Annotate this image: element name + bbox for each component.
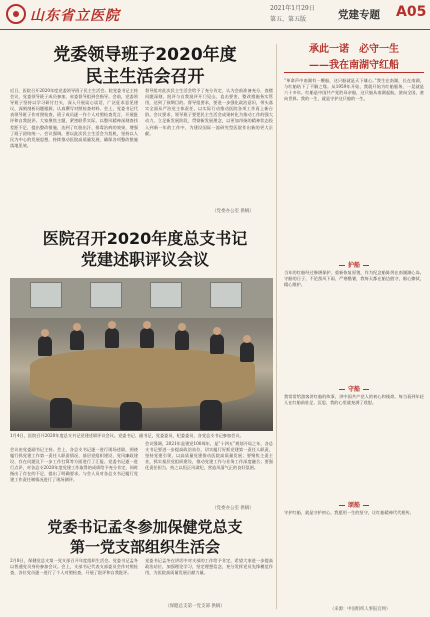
article2-body-right: 会议强调，2021年是建党100周年，是“十四五”规划开局之年，各总支书记要进一步提高政治站位，切实履行好抓党建第一责任人职责，坚持党建引领，以高质量党建推动医院高质量发展；要聚焦主责主业，抓实基层党组织建设，推动党建工作与业务工作深度融合；要强化责任担当，持之以恒正风肃纪，营造风清气正的良好氛围。 [145,441,273,471]
article3-body-left: 2月8日，保健党总支第一党支部召开年度组织生活会。党委书记孟冬以普通党员身份参加会议。会上，支部书记代表支部委员会作对照检查，各位党员逐一进行了个人对照检查，开展了批评和自我批评。 [10,558,138,576]
sidebar-body-2: 当年的红船经过修缮保护，重新恢复原貌，作为纪念船陈列在南湖湖心岛。守船的日子，不论刮风下雨、严寒酷暑，我每天都在船边值守，细心擦拭，精心维护。 [284,270,424,288]
article2-headline-line2: 党建述职评议会议 [80,250,209,269]
meeting-photo [10,278,273,431]
page-number: A05 [396,4,427,20]
masthead [0,0,430,30]
article1-body-right: 督导组对此次民主生活会给予了充分肯定，认为会前准备充分，查摆问题深刻，批评与自我批评开门见山、直击要害，整改措施务实管用，达到了预期目的。督导组要求，要进一步强化政治意识，带头落实全面从严治党主体责任，以实际行动推动医院各项工作再上新台阶。会议要求，领导班子要把民主生活会成果转化为推动工作的强大动力，立足新发展阶段，贯彻新发展理念，以更加昂扬的精神状态投入到新一年的工作中，为建设国际一流研究型医院作出新的更大贡献。 [145,88,273,136]
article1-credit: （党委办公室 供稿） [212,209,254,214]
sidebar-body-3: 我常常给游客讲红船的故事，讲中国共产党人的初心和使命。每当看到年轻人在红船前驻足、沉思，我的心里就充满了欣慰。 [284,394,424,406]
sidebar-title-line1: 承此一诺 必守一生 [309,44,399,55]
hospital-logo-icon [6,4,26,24]
sidebar-subhead-2: 守船 [329,384,379,393]
issue-number: 第五、第五版 [270,16,307,23]
article1-headline-line1: 党委领导班子2020年度 [53,45,237,65]
sidebar-body-4: 守护红船，就是守护初心。我愿用一生的坚守，让红船精神代代相传。 [284,510,414,515]
article1-body-left: 近日，医院召开2020年度党委领导班子民主生活会。院党委书记主持会议，党委领导班子成员参加，省委督导组到会指导。会前，党委领导班子坚持以学习研讨打头，深入开展谈心谈话，广泛征求意见建议，深刻剖析问题根源，认真撰写对照检查材料。会上，党委书记代表领导班子作对照检查，班子成员逐一作个人对照检查发言，开展批评和自我批评。大家聚焦主题，紧密联系实际，以整风精神深刻查找差距不足，提出整改措施，达到了红脸出汗、排毒治病的效果，增强了班子团结统一。会议强调，要以此次民主生活会为契机，坚持以人民为中心的发展思想，持续推动医院高质量发展，确保各项整改措施落地见效。 [10,88,138,148]
article2-headline-line1: 医院召开2020年度总支书记 [42,229,248,248]
photo-caption: 1月4日，医院召开2020年度总支书记党建述职评议会议。党委书记、副书记，党委委员，纪委委员，各党总支书记参加会议。 [10,433,244,438]
article2-credit: （党委办公室 供稿） [212,506,254,511]
sidebar-title-line2: ——我在南湖守红船 [309,60,399,71]
article3-credit: （保健总支第一党支部 供稿） [165,604,225,609]
sidebar-rule [284,72,424,73]
column-divider [276,44,277,609]
sidebar-subhead-1: 护船 [329,260,379,269]
sidebar-subhead-3: 颂船 [329,500,379,509]
sidebar-body-1: “革命声中南湖有一艘船，这只船就是天下雄心。”我生在南湖，长在南湖，与红船结下了不解之缘。从1959年开始，我就开始为红船服务，一晃就是六十多年。红船是中国共产党的母亲船，这只船从南湖起航，驶向全国，驶向世界。我的一生，就是守护这只船的一生。 [284,78,424,102]
article1-headline-line2: 民主生活会召开 [85,67,205,87]
article3-headline-line1: 党委书记孟冬参加保健党总支 [47,518,243,536]
issue-date: 2021年1月29日 [270,5,315,12]
article3-headline-line2: 第一党支部组织生活会 [69,538,220,556]
article3-body-right: 党委书记孟冬在讲话中对支部的工作给予肯定，希望大家进一步提高政治站位，加强理论学习，坚定理想信念，充分发挥党员先锋模范作用，为医院高质量发展贡献力量。 [145,558,273,576]
paper-name: 山东省立医院 [30,8,120,24]
section-name: 党建专题 [338,9,380,21]
article2-body-left: 会议由党委副书记主持。会上，各总支书记逐一进行现场述职，围绕履行抓党建工作第一责任人职责情况、基层党组织建设、党风廉政建设、存在问题及下一步工作打算等方面进行了汇报。党委书记逐一进行点评，对各总支2020年度党建工作取得的成绩给予充分肯定，同时指出了存在的不足，提出了明确要求。与会人员对各总支书记履行党建工作责任制情况进行了现场测评。 [10,447,138,483]
sidebar-source: （来源：中国组织人事报官网） [330,607,391,612]
